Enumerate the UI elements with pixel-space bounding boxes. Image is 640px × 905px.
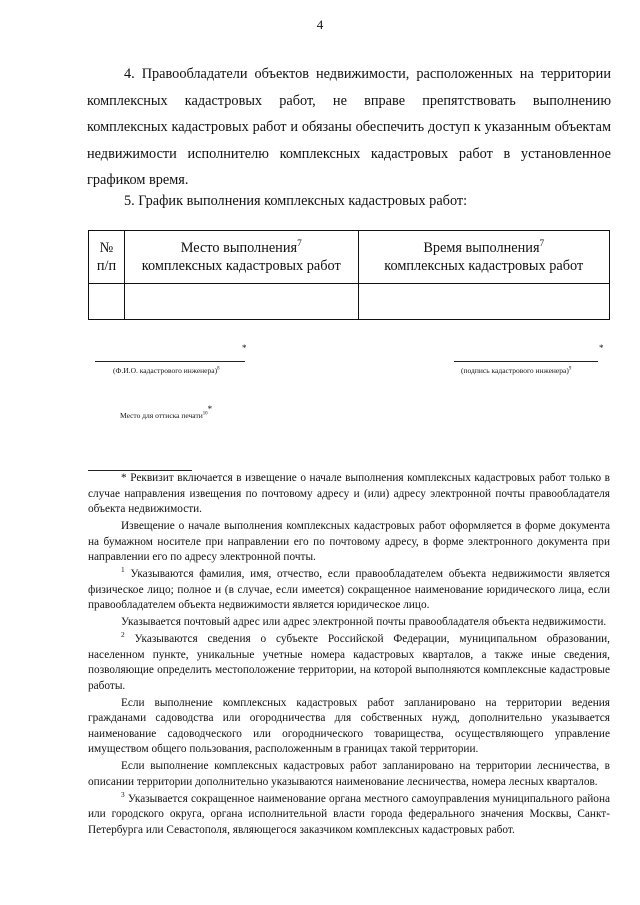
table-cell [89,284,125,320]
stamp-place-text: Место для оттиска печати [120,411,203,420]
engineer-name-line [95,361,245,362]
footnote-2 [88,632,610,694]
header-place-footnote-ref: 7 [297,239,302,250]
footnote-2-text: Указываются сведения о субъекте Российской Федерации, муниципальном образовании, населенном пункте, уникальные учетные номера кадастровых кварталов, а также иные сведения, позволяющие определить местоположение территории, на которой выполняются комплексные кадастровые работы. [88,633,610,692]
engineer-name-star: * [242,343,247,353]
footnote-star: * Реквизит включается в извещение о начале выполнения комплексных кадастровых работ только в случае направления извещения по почтовому адресу и (или) адресу электронной почты правообладателя объекта недвижимости. [88,472,610,515]
header-number-symbol: № [99,240,114,256]
engineer-name-footnote-ref: 8 [217,366,220,372]
footnote-1-2: Указывается почтовый адрес или адрес электронной почты правообладателя объекта недвижимости. [121,616,607,628]
engineer-sign-label-text: (подпись кадастрового инженера) [461,366,569,375]
header-time [358,231,610,284]
stamp-place-label [120,404,213,420]
stamp-footnote-ref: 10 [202,411,208,417]
footnote-3-number: 3 [121,789,125,799]
table-cell [358,284,610,320]
engineer-name-label [113,366,220,375]
footnote-2-number: 2 [121,630,125,640]
header-place-line2: комплексных кадастровых работ [141,258,341,274]
page-number: 4 [316,17,324,32]
table-header-row [89,231,610,284]
stamp-star: * [207,404,213,414]
footnote-star-2: Извещение о начале выполнения комплексных кадастровых работ оформляется в форме документа на бумажном носителе при направлении его по почтовому адресу, в форме электронного документа при направлении его по адресу электронной почты. [88,520,610,563]
engineer-sign-label [461,366,571,375]
paragraph-5: 5. График выполнения комплексных кадастровых работ: [124,193,468,209]
footnote-1-number: 1 [121,565,125,575]
table-row [89,284,610,320]
footnotes [88,471,610,840]
table-cell [124,284,358,320]
engineer-sign-line [454,361,598,362]
footnote-2-3: Если выполнение комплексных кадастровых работ запланировано на территории лесничества, в описании территории дополнительно указываются наименование лесничества, номера лесных кварталов. [88,760,610,788]
footnote-3 [88,789,610,839]
header-place [124,231,358,284]
header-number [89,231,125,284]
footnote-3-text: Указывается сокращенное наименование органа местного самоуправления муниципального района или городского округа, органа исполнительной власти города федерального значения Москвы, Санкт-Петербурга или Севастополя, являющегося заказчиком комплексных кадастровых работ. [88,792,610,836]
engineer-sign-star: * [599,343,604,353]
header-number-pp: п/п [96,258,117,274]
header-time-footnote-ref: 7 [539,239,545,250]
engineer-name-label-text: (Ф.И.О. кадастрового инженера) [113,366,218,375]
schedule-table [88,230,610,320]
footnote-1 [88,567,610,614]
header-time-line2: комплексных кадастровых работ [384,258,584,274]
engineer-sign-footnote-ref: 9 [568,366,572,372]
header-place-line1: Место выполнения [180,240,298,256]
footnote-1-text: Указываются фамилия, имя, отчество, если правообладателем объекта недвижимости является физическое лицо; полное и (в случае, если имеется) сокращенное наименование юридического лица, если правообладателем объекта недвижимости является юридическое лицо. [88,568,610,611]
footnote-2-2: Если выполнение комплексных кадастровых работ запланировано на территории ведения гражданами садоводства или огородничества для собственных нужд, дополнительно указывается наименование садоводческого или огороднического товарищества, осуществляющего управление имуществом общего пользования, расположенным в границах такой территории. [88,696,610,755]
paragraph-4: 4. Правообладатели объектов недвижимости, расположенных на территории комплексных кадастровых работ, не вправе препятствовать выполнению комплексных кадастровых работ и обязаны обеспечить доступ к указанным объектам недвижимости исполнителю комплексных кадастровых работ в установленное графиком время. [87,66,611,188]
header-time-line1: Время выполнения [423,240,540,256]
